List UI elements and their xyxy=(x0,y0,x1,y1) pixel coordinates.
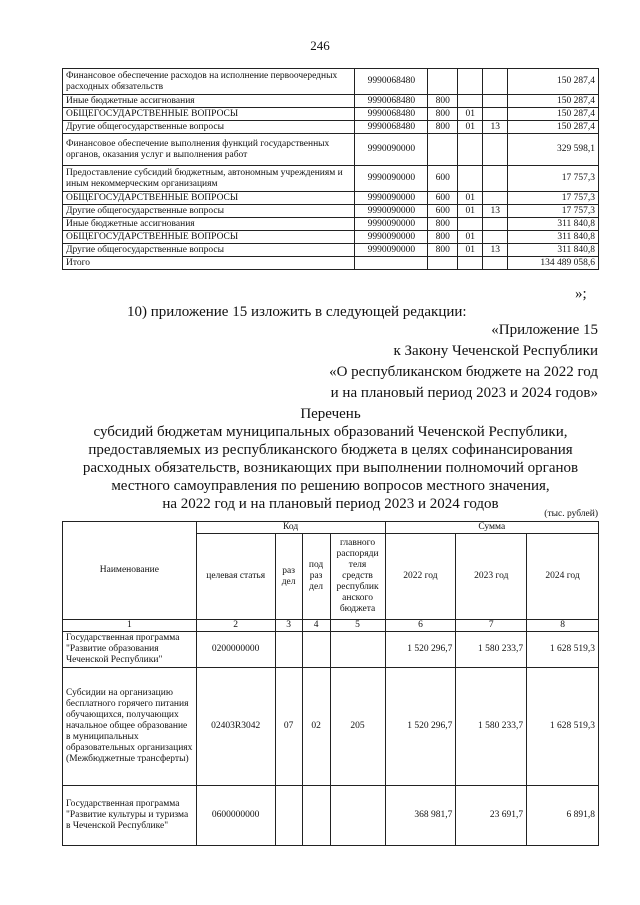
row-sum: 17 757,3 xyxy=(508,166,599,192)
column-index: 3 xyxy=(275,620,302,632)
row-code: 9990090000 xyxy=(355,192,428,205)
row-code: 9990090000 xyxy=(355,166,428,192)
row-2022: 1 520 296,7 xyxy=(385,632,456,668)
row-target: 0200000000 xyxy=(196,632,275,668)
row-name: Другие общегосударственные вопросы xyxy=(63,205,355,218)
column-index: 5 xyxy=(330,620,385,632)
appendix-header-line: к Закону Чеченской Республики xyxy=(393,343,598,359)
header-code-group: Код xyxy=(196,522,385,534)
table-row xyxy=(63,632,599,668)
closing-quote-mark: »; xyxy=(575,286,587,302)
row-pr: 13 xyxy=(483,121,508,134)
column-index: 8 xyxy=(527,620,599,632)
row-name: Другие общегосударственные вопросы xyxy=(63,121,355,134)
row-sum: 311 840,8 xyxy=(508,244,599,257)
row-pr: 13 xyxy=(483,244,508,257)
row-sum: 150 287,4 xyxy=(508,95,599,108)
header-year-2022: 2022 год xyxy=(385,534,456,620)
row-code: 9990068480 xyxy=(355,108,428,121)
row-code xyxy=(355,257,428,270)
table-row xyxy=(63,108,599,121)
row-chief-administrator xyxy=(330,632,385,668)
row-vr: 600 xyxy=(428,192,458,205)
row-pr: 13 xyxy=(483,205,508,218)
row-rz xyxy=(458,218,483,231)
row-code: 9990068480 xyxy=(355,121,428,134)
row-sum: 134 489 058,6 xyxy=(508,257,599,270)
title-line: расходных обязательств, возникающих при выполнении полномочий органов xyxy=(82,460,579,476)
appendix-header-line: и на плановый период 2023 и 2024 годов» xyxy=(330,385,598,401)
row-name: ОБЩЕГОСУДАРСТВЕННЫЕ ВОПРОСЫ xyxy=(63,192,355,205)
column-index: 1 xyxy=(63,620,197,632)
row-chief-administrator: 205 xyxy=(330,668,385,786)
row-rz: 01 xyxy=(458,192,483,205)
row-name: Государственная программа "Развитие культуры и туризма в Чеченской Республике" xyxy=(63,786,197,846)
header-chief-administrator: главного распоряди теля средств республик анского бюджета xyxy=(330,534,385,620)
row-pr xyxy=(483,166,508,192)
subsidies-table xyxy=(62,521,599,846)
row-rz xyxy=(458,257,483,270)
row-rz: 01 xyxy=(458,231,483,244)
row-name: Предоставление субсидий бюджетным, автономным учреждениям и иным некоммерческим организациям xyxy=(63,166,355,192)
row-target: 0600000000 xyxy=(196,786,275,846)
row-name: Другие общегосударственные вопросы xyxy=(63,244,355,257)
row-vr xyxy=(428,257,458,270)
row-rz xyxy=(458,134,483,166)
expenditure-table xyxy=(62,68,599,270)
row-sum: 150 287,4 xyxy=(508,121,599,134)
header-podrazdel: под раз дел xyxy=(302,534,330,620)
row-sum: 150 287,4 xyxy=(508,108,599,121)
column-index: 6 xyxy=(385,620,456,632)
row-vr: 800 xyxy=(428,231,458,244)
row-code: 9990068480 xyxy=(355,95,428,108)
table-row xyxy=(63,69,599,95)
column-index: 2 xyxy=(196,620,275,632)
row-name: Итого xyxy=(63,257,355,270)
row-rz xyxy=(458,69,483,95)
row-pr xyxy=(483,134,508,166)
row-vr: 600 xyxy=(428,205,458,218)
row-target: 02403R3042 xyxy=(196,668,275,786)
document-title xyxy=(62,405,599,513)
row-code: 9990090000 xyxy=(355,218,428,231)
column-index: 7 xyxy=(456,620,527,632)
amendment-paragraph: 10) приложение 15 изложить в следующей редакции: xyxy=(127,304,467,320)
row-vr: 600 xyxy=(428,166,458,192)
table-row xyxy=(63,244,599,257)
row-vr xyxy=(428,134,458,166)
row-pr xyxy=(483,95,508,108)
table-row xyxy=(63,205,599,218)
table-total-row xyxy=(63,257,599,270)
row-sum: 17 757,3 xyxy=(508,192,599,205)
appendix-header-line: «О республиканском бюджете на 2022 год xyxy=(329,364,598,380)
appendix-header-line: «Приложение 15 xyxy=(491,322,598,338)
row-pr xyxy=(483,218,508,231)
row-2023: 1 580 233,7 xyxy=(456,632,527,668)
row-2024: 1 628 519,3 xyxy=(527,632,599,668)
row-razdel xyxy=(275,786,302,846)
table-row xyxy=(63,231,599,244)
header-sum-group: Сумма xyxy=(385,522,598,534)
title-line: субсидий бюджетам муниципальных образований Чеченской Республики, xyxy=(93,424,568,440)
row-rz: 01 xyxy=(458,121,483,134)
row-vr: 800 xyxy=(428,95,458,108)
header-name: Наименование xyxy=(63,522,197,620)
header-year-2024: 2024 год xyxy=(527,534,599,620)
page-number: 246 xyxy=(310,38,330,53)
header-razdel: раз дел xyxy=(275,534,302,620)
table-row xyxy=(63,121,599,134)
row-code: 9990068480 xyxy=(355,69,428,95)
row-vr: 800 xyxy=(428,108,458,121)
row-2022: 1 520 296,7 xyxy=(385,668,456,786)
row-sum: 329 598,1 xyxy=(508,134,599,166)
table-row xyxy=(63,95,599,108)
title-line: Перечень xyxy=(300,406,361,422)
column-index: 4 xyxy=(302,620,330,632)
row-pr xyxy=(483,231,508,244)
row-name: ОБЩЕГОСУДАРСТВЕННЫЕ ВОПРОСЫ xyxy=(63,231,355,244)
row-sum: 150 287,4 xyxy=(508,69,599,95)
table-row xyxy=(63,192,599,205)
header-target-article: целевая статья xyxy=(196,534,275,620)
row-rz: 01 xyxy=(458,244,483,257)
row-chief-administrator xyxy=(330,786,385,846)
row-pr xyxy=(483,257,508,270)
row-name: Финансовое обеспечение выполнения функций государственных органов, оказания услуг и выполнения работ xyxy=(63,134,355,166)
row-name: Государственная программа "Развитие образования Чеченской Республики" xyxy=(63,632,197,668)
row-vr: 800 xyxy=(428,218,458,231)
row-pr xyxy=(483,69,508,95)
title-line: предоставляемых из республиканского бюджета в целях софинансирования xyxy=(88,442,573,458)
title-line: местного самоуправления по решению вопросов местного значения, xyxy=(111,478,550,494)
row-2023: 1 580 233,7 xyxy=(456,668,527,786)
row-2024: 6 891,8 xyxy=(527,786,599,846)
row-vr xyxy=(428,69,458,95)
row-vr: 800 xyxy=(428,244,458,257)
table-row xyxy=(63,134,599,166)
row-podrazdel: 02 xyxy=(302,668,330,786)
row-razdel: 07 xyxy=(275,668,302,786)
row-name: Иные бюджетные ассигнования xyxy=(63,218,355,231)
row-pr xyxy=(483,192,508,205)
row-rz xyxy=(458,95,483,108)
table-row xyxy=(63,218,599,231)
title-line: на 2022 год и на плановый период 2023 и 2024 годов xyxy=(162,496,499,512)
row-name: ОБЩЕГОСУДАРСТВЕННЫЕ ВОПРОСЫ xyxy=(63,108,355,121)
row-razdel xyxy=(275,632,302,668)
row-code: 9990090000 xyxy=(355,244,428,257)
row-name: Финансовое обеспечение расходов на исполнение первоочередных расходных обязательств xyxy=(63,69,355,95)
row-podrazdel xyxy=(302,786,330,846)
row-name: Иные бюджетные ассигнования xyxy=(63,95,355,108)
row-sum: 311 840,8 xyxy=(508,218,599,231)
row-sum: 311 840,8 xyxy=(508,231,599,244)
row-code: 9990090000 xyxy=(355,205,428,218)
row-podrazdel xyxy=(302,632,330,668)
table-row xyxy=(63,166,599,192)
row-sum: 17 757,3 xyxy=(508,205,599,218)
row-2023: 23 691,7 xyxy=(456,786,527,846)
unit-note: (тыс. рублей) xyxy=(544,509,598,519)
row-2022: 368 981,7 xyxy=(385,786,456,846)
row-vr: 800 xyxy=(428,121,458,134)
row-code: 9990090000 xyxy=(355,134,428,166)
row-rz: 01 xyxy=(458,108,483,121)
row-rz: 01 xyxy=(458,205,483,218)
column-index-row xyxy=(63,620,599,632)
row-pr xyxy=(483,108,508,121)
row-2024: 1 628 519,3 xyxy=(527,668,599,786)
header-year-2023: 2023 год xyxy=(456,534,527,620)
table-row xyxy=(63,668,599,786)
row-code: 9990090000 xyxy=(355,231,428,244)
table-row xyxy=(63,786,599,846)
row-rz xyxy=(458,166,483,192)
row-name: Субсидии на организацию бесплатного горячего питания обучающихся, получающих начальное общее образование в муниципальных образовательных организациях (Межбюджетные трансферты) xyxy=(63,668,197,786)
